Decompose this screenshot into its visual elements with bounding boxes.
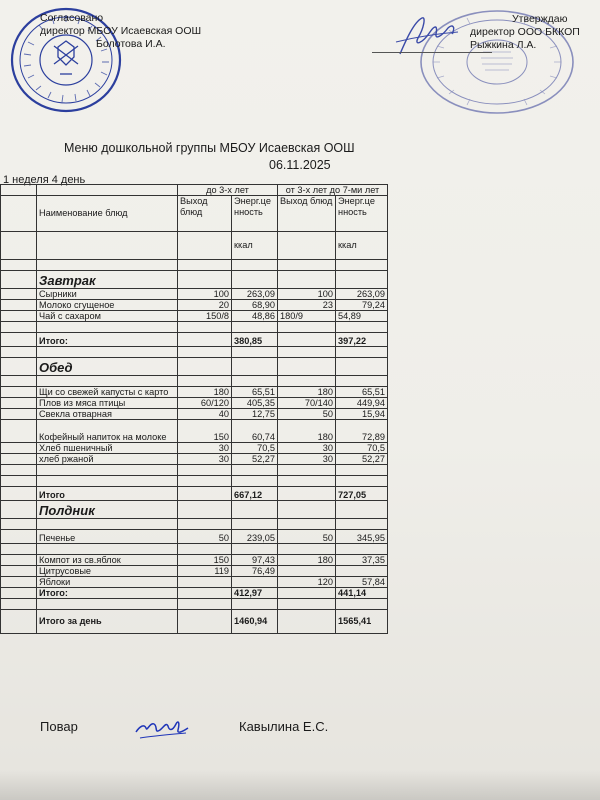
energy-2: 70,5: [336, 443, 388, 454]
table-row: [1, 387, 388, 398]
output-2: 30: [278, 443, 336, 454]
cook-name: Кавылина Е.С.: [239, 719, 329, 734]
energy-2: 57,84: [336, 577, 388, 588]
spacer-row: [1, 544, 388, 555]
output-2: 100: [278, 289, 336, 300]
group-3-to-7-header: от 3-х лет до 7-ми лет: [278, 185, 388, 196]
week-day-label: 1 неделя 4 день: [3, 174, 86, 186]
spacer-row: [1, 519, 388, 530]
section-row-lunch: [1, 358, 388, 376]
energy-2: 54,89: [336, 311, 388, 322]
dish-name: Яблоки: [37, 577, 178, 588]
table-row: [1, 577, 388, 588]
energy-1: [232, 577, 278, 588]
total-row-lunch: [1, 487, 388, 501]
dish-name: Плов из мяса птицы: [37, 398, 178, 409]
output-2: 50: [278, 409, 336, 420]
section-snack-title: Полдник: [37, 501, 178, 519]
total-row-day: [1, 610, 388, 634]
energy-2: 37,35: [336, 555, 388, 566]
table-row: [1, 398, 388, 409]
total-energy-1: 412,97: [232, 588, 278, 599]
energy-2: [336, 566, 388, 577]
table-row: [1, 566, 388, 577]
energy-1: 52,27: [232, 454, 278, 465]
col-output-2-header: Выход блюд: [278, 196, 336, 232]
menu-title: Меню дошкольной группы МБОУ Исаевская ООШ: [64, 141, 355, 155]
table-row: [1, 555, 388, 566]
dish-name: Чай с сахаром: [37, 311, 178, 322]
energy-1: 12,75: [232, 409, 278, 420]
approval-right-title: Утверждаю: [512, 13, 568, 25]
spacer-row: [1, 322, 388, 333]
output-2: 180/9: [278, 311, 336, 322]
output-2: 120: [278, 577, 336, 588]
unit-row: [1, 232, 388, 260]
approval-signature-line: [372, 52, 492, 53]
table-row: [1, 311, 388, 322]
spacer-row: [1, 465, 388, 476]
output-1: 20: [178, 300, 232, 311]
col-energy-1-header: Энерг.це нность: [232, 196, 278, 232]
energy-1: 65,51: [232, 387, 278, 398]
cook-signature: [134, 716, 190, 740]
energy-2: 449,94: [336, 398, 388, 409]
total-row-snack: [1, 588, 388, 599]
output-2: 23: [278, 300, 336, 311]
energy-2: 52,27: [336, 454, 388, 465]
energy-1: 97,43: [232, 555, 278, 566]
col-energy-2-header: Энерг.це нность: [336, 196, 388, 232]
dish-name: Кофейный напиток на молоке: [37, 420, 178, 443]
output-2: 180: [278, 387, 336, 398]
output-1: 150/8: [178, 311, 232, 322]
day-total-energy-1: 1460,94: [232, 610, 278, 634]
output-2: 70/140: [278, 398, 336, 409]
menu-table: [0, 184, 388, 634]
output-2: 30: [278, 454, 336, 465]
table-row: [1, 420, 388, 443]
table-row: [1, 300, 388, 311]
dish-name: Компот из св.яблок: [37, 555, 178, 566]
output-1: 60/120: [178, 398, 232, 409]
energy-1: 263,09: [232, 289, 278, 300]
total-energy-2: 397,22: [336, 333, 388, 347]
dish-name: Щи со свежей капусты с карто: [37, 387, 178, 398]
unit-2-label: ккал: [336, 232, 388, 260]
table-row: [1, 530, 388, 544]
approval-block-left: [40, 12, 201, 51]
day-total-label: Итого за день: [37, 610, 178, 634]
menu-date: 06.11.2025: [269, 158, 331, 172]
output-1: 50: [178, 530, 232, 544]
unit-1-label: ккал: [232, 232, 278, 260]
spacer-row: [1, 376, 388, 387]
output-1: 119: [178, 566, 232, 577]
energy-1: 239,05: [232, 530, 278, 544]
dish-name: Свекла отварная: [37, 409, 178, 420]
output-2: [278, 566, 336, 577]
column-header-row: [1, 196, 388, 232]
cook-label: Повар: [40, 719, 78, 734]
section-row-snack: [1, 501, 388, 519]
output-1: [178, 577, 232, 588]
director-signature: [392, 12, 462, 62]
output-2: 180: [278, 555, 336, 566]
total-label: Итого: [37, 487, 178, 501]
energy-2: 72,89: [336, 420, 388, 443]
total-energy-1: 667,12: [232, 487, 278, 501]
table-row: [1, 289, 388, 300]
approval-left-person: Болотова И.А.: [96, 38, 166, 50]
group-under-3-header: до 3-х лет: [178, 185, 278, 196]
dish-name: хлеб ржаной: [37, 454, 178, 465]
approval-right-position: директор ООО БККОП: [470, 26, 580, 38]
spacer-row: [1, 599, 388, 610]
output-1: 150: [178, 555, 232, 566]
dish-name: Сырники: [37, 289, 178, 300]
spacer-row: [1, 476, 388, 487]
page-shadow: [0, 770, 600, 800]
energy-1: 405,35: [232, 398, 278, 409]
output-1: 40: [178, 409, 232, 420]
output-1: 100: [178, 289, 232, 300]
energy-1: 68,90: [232, 300, 278, 311]
dish-name: Печенье: [37, 530, 178, 544]
output-1: 150: [178, 420, 232, 443]
table-row: [1, 409, 388, 420]
total-energy-1: 380,85: [232, 333, 278, 347]
approval-block-right: [470, 13, 580, 52]
energy-2: 15,94: [336, 409, 388, 420]
total-label: Итого:: [37, 588, 178, 599]
output-1: 30: [178, 454, 232, 465]
approval-left-position: директор МБОУ Исаевская ООШ: [40, 25, 202, 37]
dish-name: Цитрусовые: [37, 566, 178, 577]
dish-name: Молоко сгущеное: [37, 300, 178, 311]
total-energy-2: 441,14: [336, 588, 388, 599]
energy-1: 76,49: [232, 566, 278, 577]
group-header-row: [1, 185, 388, 196]
spacer-row: [1, 347, 388, 358]
output-2: 50: [278, 530, 336, 544]
output-1: 180: [178, 387, 232, 398]
dish-name: Хлеб пшеничный: [37, 443, 178, 454]
section-breakfast-title: Завтрак: [37, 271, 178, 289]
total-energy-2: 727,05: [336, 487, 388, 501]
output-2: 180: [278, 420, 336, 443]
energy-2: 65,51: [336, 387, 388, 398]
col-dish-name-header: Наименование блюд: [37, 196, 178, 232]
total-row-breakfast: [1, 333, 388, 347]
section-lunch-title: Обед: [37, 358, 178, 376]
day-total-energy-2: 1565,41: [336, 610, 388, 634]
energy-2: 79,24: [336, 300, 388, 311]
energy-2: 345,95: [336, 530, 388, 544]
table-row: [1, 454, 388, 465]
total-label: Итого:: [37, 333, 178, 347]
spacer-row: [1, 260, 388, 271]
section-row-breakfast: [1, 271, 388, 289]
approval-left-title: Согласовано: [40, 12, 104, 24]
energy-2: 263,09: [336, 289, 388, 300]
output-1: 30: [178, 443, 232, 454]
energy-1: 60,74: [232, 420, 278, 443]
energy-1: 48,86: [232, 311, 278, 322]
approval-right-person: Рыжкина Л.А.: [470, 39, 537, 51]
energy-1: 70,5: [232, 443, 278, 454]
table-row: [1, 443, 388, 454]
col-output-1-header: Выход блюд: [178, 196, 232, 232]
